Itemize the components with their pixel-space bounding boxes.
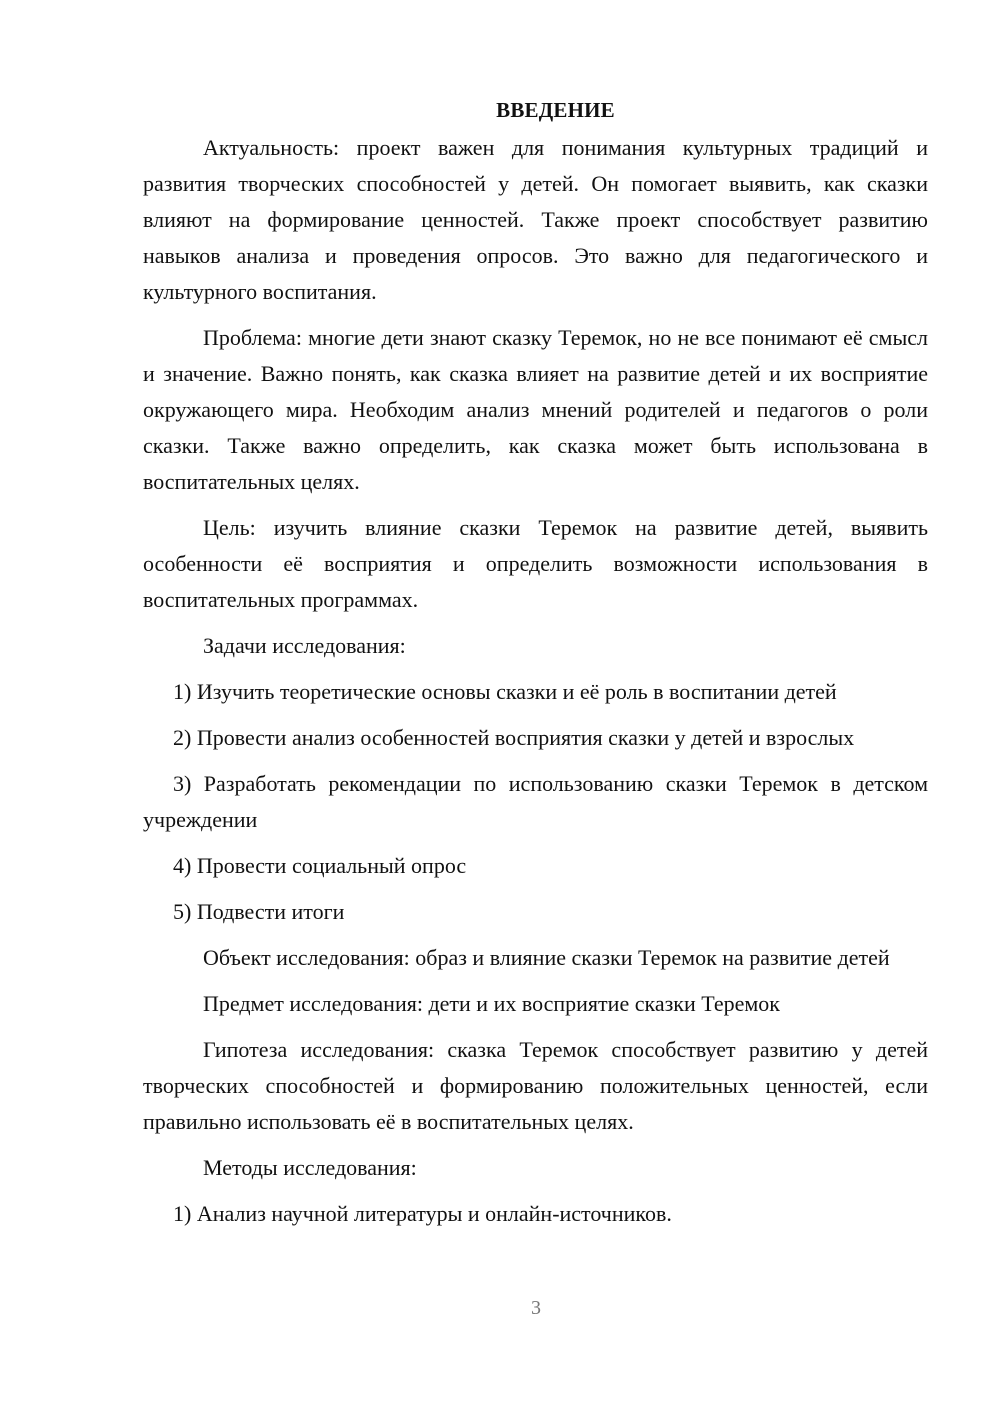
tasks-heading: Задачи исследования: [203,633,406,658]
page-number: 3 [531,1297,541,1319]
method-item-1: 1) Анализ научной литературы и онлайн-источников. [173,1201,672,1226]
relevance-paragraph: Актуальность: проект важен для понимания культурных традиций и развития творческих способностей у детей. Он помогает выявить, как сказки влияют на формирование ценностей. Также проект способствует развитию навыков анализа и проведения опросов. Это важно для педагогического и культурного воспитания. [143,135,928,304]
task-item-5: 5) Подвести итоги [173,899,345,924]
task-item-2: 2) Провести анализ особенностей восприятия сказки у детей и взрослых [173,725,855,750]
problem-paragraph: Проблема: многие дети знают сказку Теремок, но не все понимают её смысл и значение. Важно понять, как сказка влияет на развитие детей и их восприятие окружающего мира. Необходим анализ мнений родителей и педагогов о роли сказки. Также важно определить, как сказка может быть использована в воспитательных целях. [143,325,928,494]
object-paragraph: Объект исследования: образ и влияние сказки Теремок на развитие детей [203,945,890,970]
task-item-4: 4) Провести социальный опрос [173,853,467,878]
task-item-3: 3) Разработать рекомендации по использованию сказки Теремок в детском учреждении [143,771,928,832]
hypothesis-paragraph: Гипотеза исследования: сказка Теремок способствует развитию у детей творческих способностей и формированию положительных ценностей, если правильно использовать её в воспитательных целях. [143,1037,928,1134]
section-title: ВВЕДЕНИЕ [496,98,615,122]
page-content [143,92,928,1242]
task-item-1: 1) Изучить теоретические основы сказки и её роль в воспитании детей [173,679,837,704]
methods-heading: Методы исследования: [203,1155,417,1180]
goal-paragraph: Цель: изучить влияние сказки Теремок на развитие детей, выявить особенности её восприятия и определить возможности использования в воспитательных программах. [143,515,928,612]
subject-paragraph: Предмет исследования: дети и их восприятие сказки Теремок [203,991,780,1016]
